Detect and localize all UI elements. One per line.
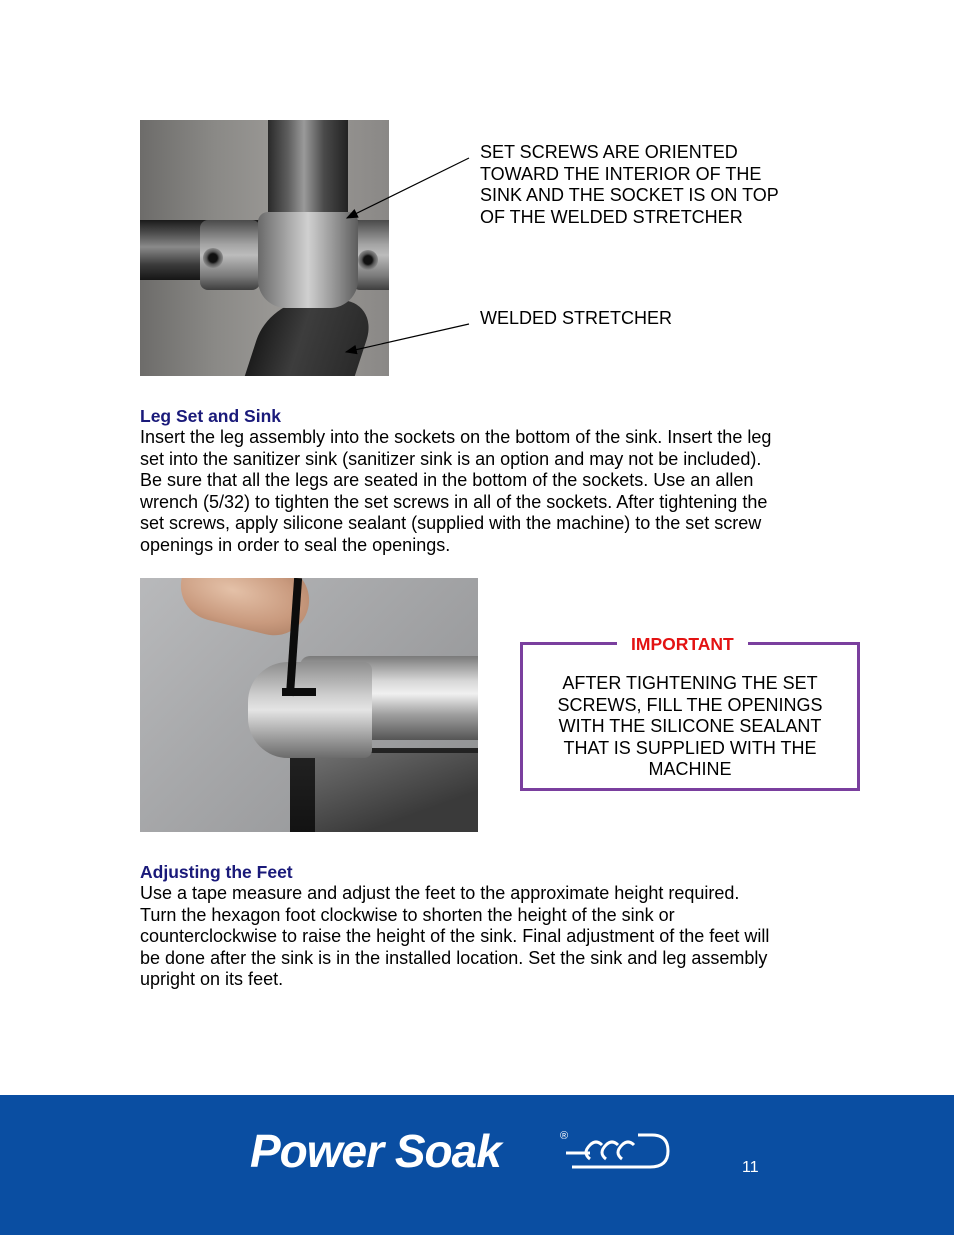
important-title: IMPORTANT	[617, 634, 748, 654]
important-body: AFTER TIGHTENING THE SET SCREWS, FILL THE OPENINGS WITH THE SILICONE SEALANT THAT IS SUPPLIED WITH THE MACHINE	[557, 673, 823, 779]
stretcher-arrow	[346, 324, 469, 352]
page-number: 11	[742, 1159, 759, 1176]
svg-text:Power Soak: Power Soak	[250, 1125, 501, 1173]
allen-wrench-photo	[140, 578, 478, 832]
set-screws-callout: SET SCREWS ARE ORIENTED TOWARD THE INTERIOR OF THE SINK AND THE SOCKET IS ON TOP OF THE WELDED STRETCHER	[480, 142, 779, 227]
adjusting-feet-heading: Adjusting the Feet	[140, 862, 293, 882]
leg-set-body: Insert the leg assembly into the sockets on the bottom of the sink. Insert the leg set into the sanitizer sink (sanitizer sink is an option and may not be included). Be sure that all the legs are seated in the bottom of the sockets. Use an allen wrench (5/32) to tighten the set screws in all of the sockets. After tightening the set screws, apply silicone sealant (supplied with the machine) to the set screw openings in order to seal the openings.	[140, 427, 772, 555]
svg-text:®: ®	[560, 1130, 569, 1142]
leg-set-heading: Leg Set and Sink	[140, 406, 281, 426]
power-soak-logo	[250, 1123, 670, 1173]
socket-arrow	[347, 158, 469, 218]
adjusting-feet-body: Use a tape measure and adjust the feet to the approximate height required. Turn the hexagon foot clockwise to shorten the height of the sink or counterclockwise to raise the height of the sink. Final adjustment of the feet will be done after the sink is in the installed location. Set the sink and leg assembly upright on its feet.	[140, 883, 770, 989]
welded-stretcher-callout: WELDED STRETCHER	[480, 308, 673, 328]
